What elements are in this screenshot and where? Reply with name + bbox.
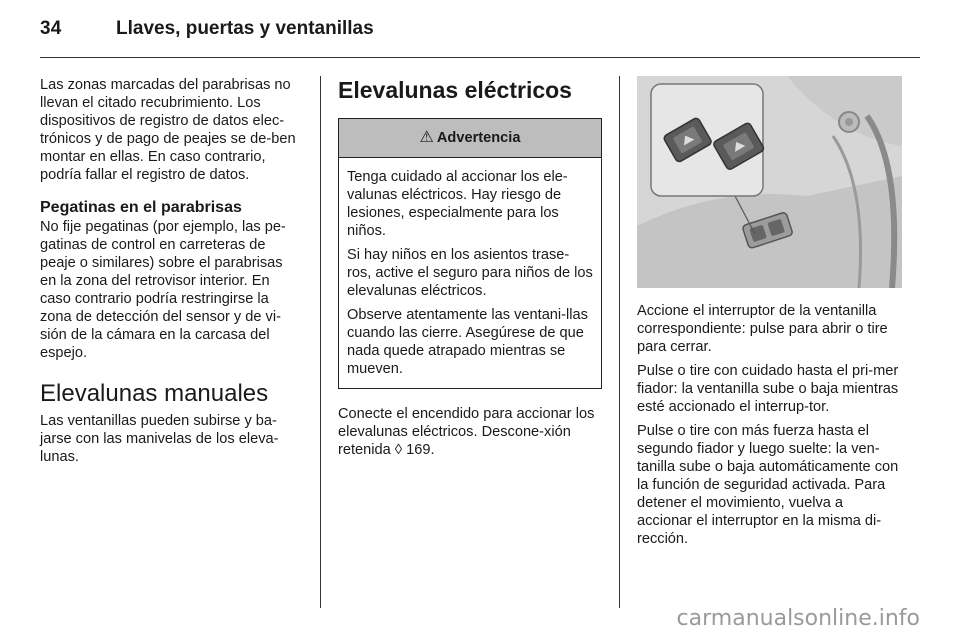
warning-paragraph-2: Si hay niños en los asientos trase-ros, active el seguro para niños de los elevalunas eléctricos.: [347, 247, 593, 299]
right-paragraph-3: Pulse o tire con más fuerza hasta el segundo fiador y luego suelte: la ven-tanilla sube o baja automáticamente con la función de seguridad activada. Para detener el movimiento, vuelva a accionar el interruptor en la misma di-rección.: [637, 423, 899, 547]
right-paragraph-2: Pulse o tire con cuidado hasta el pri-mer fiador: la ventanilla sube o baja mientras esté accionado el interrup-tor.: [637, 363, 899, 415]
warning-label: Advertencia: [436, 130, 521, 146]
watermark: carmanualsonline.info: [676, 606, 920, 631]
warning-header: [339, 119, 601, 158]
warning-triangle-icon: ⚠: [419, 129, 434, 146]
stickers-heading: Pegatinas en el parabrisas: [40, 199, 242, 216]
header-divider: [40, 57, 920, 58]
column-right: [637, 76, 902, 554]
page-reference-number: 169.: [406, 442, 435, 458]
warning-paragraph-1: Tenga cuidado al accionar los ele-valunas eléctricos. Hay riesgo de lesiones, especialmente para los niños.: [347, 169, 568, 239]
page-title: Llaves, puertas y ventanillas: [116, 18, 374, 39]
page-number: 34: [40, 18, 62, 39]
window-switch-illustration: [637, 76, 902, 288]
column-divider-2: [619, 76, 620, 608]
column-divider-1: [320, 76, 321, 608]
warning-box: [338, 118, 602, 389]
warning-body: [339, 158, 601, 388]
power-windows-heading: Elevalunas eléctricos: [338, 77, 572, 103]
ignition-paragraph: [338, 405, 602, 459]
window-switch-drawing: [637, 76, 902, 288]
column-middle: [338, 76, 602, 465]
manual-windows-heading: Elevalunas manuales: [40, 380, 269, 407]
page-reference-icon: ◊: [394, 442, 403, 458]
manual-windows-paragraph: Las ventanillas pueden subirse y ba-jarse con las manivelas de los eleva-lunas.: [40, 413, 279, 465]
page-header: [40, 18, 920, 58]
right-paragraph-1: Accione el interruptor de la ventanilla correspondiente: pulse para abrir o tire para cerrar.: [637, 303, 888, 355]
stickers-paragraph: No fije pegatinas (por ejemplo, las pe-gatinas de control en carreteras de peaje o similares) sobre el parabrisas en la zona del retrovisor interior. En caso contrario podría restringirse la zona de detección del sensor y de vi-sión de la cámara en la carcasa del espejo.: [40, 219, 286, 361]
ignition-text: Conecte el encendido para accionar los elevalunas eléctricos. Descone-xión retenida: [338, 406, 595, 458]
intro-paragraph: Las zonas marcadas del parabrisas no llevan el citado recubrimiento. Los dispositivos de registro de datos elec-trónicos y de pago de peajes se de-ben montar en ellas. En caso contrario, podría fallar el registro de datos.: [40, 77, 296, 183]
column-left: [40, 76, 302, 472]
warning-paragraph-3: Observe atentamente las ventani-llas cuando las cierre. Asegúrese de que nada quede atrapado mientras se mueven.: [347, 307, 588, 377]
